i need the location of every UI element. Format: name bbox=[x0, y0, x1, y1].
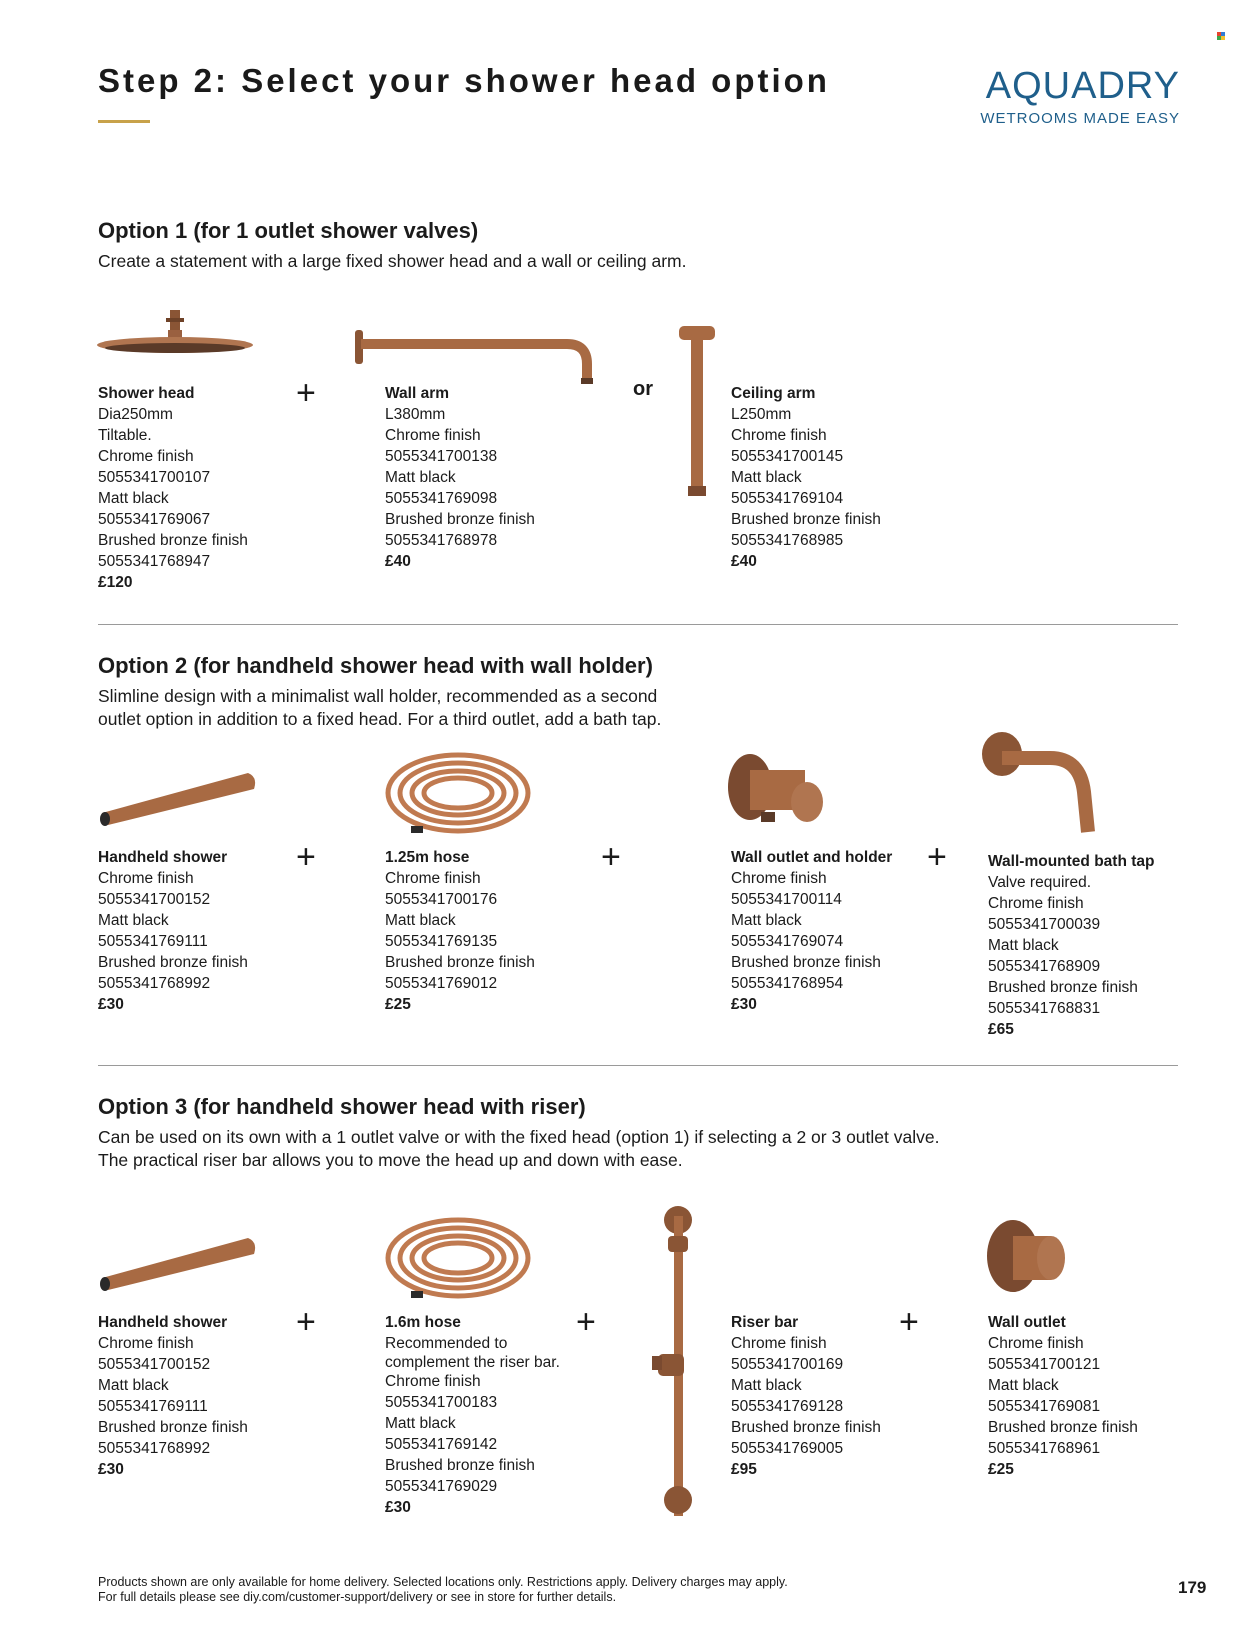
ceiling-arm-image bbox=[677, 326, 717, 506]
option3-heading: Option 3 (for handheld shower head with riser) bbox=[98, 1094, 586, 1119]
handheld-shower-image bbox=[98, 1230, 258, 1290]
brand-tagline: WETROOMS MADE EASY bbox=[980, 110, 1180, 127]
wall-arm-image bbox=[355, 330, 595, 390]
product-handheld-shower: Handheld shower Chrome finish 5055341700152 Matt black 5055341769111 Brushed bronze finish 5055341768992 £30 bbox=[98, 849, 248, 1013]
product-name: Riser bar bbox=[731, 1314, 799, 1331]
title-underline bbox=[98, 120, 150, 123]
product-wall-outlet-holder: Wall outlet and holder Chrome finish 5055341700114 Matt black 5055341769074 Brushed bronze finish 5055341768954 £30 bbox=[731, 849, 893, 1013]
option1-heading: Option 1 (for 1 outlet shower valves) bbox=[98, 218, 479, 243]
page-title: Step 2: Select your shower head option bbox=[98, 62, 830, 99]
wall-outlet-holder-image bbox=[725, 752, 835, 832]
product-price: £120 bbox=[98, 574, 133, 591]
plus-icon: + bbox=[576, 1303, 596, 1341]
product-price: £30 bbox=[385, 1499, 411, 1516]
product-name: 1.25m hose bbox=[385, 849, 470, 866]
product-name: Shower head bbox=[98, 385, 195, 402]
product-name: 1.6m hose bbox=[385, 1314, 461, 1331]
footer-line1: Products shown are only available for home delivery. Selected locations only. Restrictions apply. Delivery charges may apply. bbox=[98, 1575, 788, 1589]
section-divider bbox=[98, 1065, 1178, 1066]
product-price: £95 bbox=[731, 1461, 757, 1478]
product-riser-bar: Riser bar Chrome finish 5055341700169 Matt black 5055341769128 Brushed bronze finish 5055341769005 £95 bbox=[731, 1314, 881, 1478]
plus-icon: + bbox=[296, 374, 316, 412]
plus-icon: + bbox=[899, 1303, 919, 1341]
product-shower-head: Shower head Dia250mm Tiltable. Chrome finish 5055341700107 Matt black 5055341769067 Brushed bronze finish 5055341768947 £120 bbox=[98, 385, 248, 591]
product-ceiling-arm: Ceiling arm L250mm Chrome finish 5055341700145 Matt black 5055341769104 Brushed bronze finish 5055341768985 £40 bbox=[731, 385, 881, 570]
option2-heading: Option 2 (for handheld shower head with wall holder) bbox=[98, 653, 653, 678]
product-wall-arm: Wall arm L380mm Chrome finish 5055341700138 Matt black 5055341769098 Brushed bronze finish 5055341768978 £40 bbox=[385, 385, 535, 570]
footer-line2: For full details please see diy.com/customer-support/delivery or see in store for further details. bbox=[98, 1590, 617, 1604]
option2-description-line1: Slimline design with a minimalist wall holder, recommended as a second bbox=[98, 686, 658, 706]
option3-description-line1: Can be used on its own with a 1 outlet valve or with the fixed head (option 1) if selecting a 2 or 3 outlet valve. bbox=[98, 1127, 940, 1147]
product-price: £40 bbox=[385, 553, 411, 570]
option1-description: Create a statement with a large fixed shower head and a wall or ceiling arm. bbox=[98, 251, 687, 271]
product-price: £65 bbox=[988, 1021, 1014, 1038]
section-divider bbox=[98, 624, 1178, 625]
brand-name: AQUADRY bbox=[985, 65, 1180, 107]
brand-logo bbox=[970, 66, 1180, 127]
plus-icon: + bbox=[296, 838, 316, 876]
connector-or: or bbox=[633, 378, 653, 400]
shower-head-image bbox=[98, 310, 258, 360]
product-name: Wall-mounted bath tap bbox=[988, 853, 1155, 870]
option2-description-line2: outlet option in addition to a fixed head. For a third outlet, add a bath tap. bbox=[98, 709, 662, 729]
product-price: £25 bbox=[385, 996, 411, 1013]
wall-outlet-image bbox=[985, 1218, 1075, 1298]
hose-image bbox=[383, 748, 533, 843]
product-name: Wall outlet and holder bbox=[731, 849, 893, 866]
plus-icon: + bbox=[927, 838, 947, 876]
product-name: Wall outlet bbox=[988, 1314, 1066, 1331]
product-price: £40 bbox=[731, 553, 757, 570]
product-hose-125: 1.25m hose Chrome finish 5055341700176 Matt black 5055341769135 Brushed bronze finish 5055341769012 £25 bbox=[385, 849, 535, 1013]
option3-description-line2: The practical riser bar allows you to move the head up and down with ease. bbox=[98, 1150, 683, 1170]
riser-bar-image bbox=[652, 1206, 712, 1526]
product-name: Wall arm bbox=[385, 385, 450, 402]
product-name: Handheld shower bbox=[98, 849, 228, 866]
page-number: 179 bbox=[1178, 1578, 1207, 1597]
product-name: Ceiling arm bbox=[731, 385, 816, 402]
product-bath-tap: Wall-mounted bath tap Valve required. Chrome finish 5055341700039 Matt black 5055341768909 Brushed bronze finish 5055341768831 £65 bbox=[988, 853, 1155, 1038]
product-price: £25 bbox=[988, 1461, 1014, 1478]
product-price: £30 bbox=[731, 996, 757, 1013]
product-price: £30 bbox=[98, 996, 124, 1013]
hose-image bbox=[383, 1213, 533, 1308]
product-handheld-shower: Handheld shower Chrome finish 5055341700152 Matt black 5055341769111 Brushed bronze finish 5055341768992 £30 bbox=[98, 1314, 248, 1478]
plus-icon: + bbox=[601, 838, 621, 876]
product-wall-outlet: Wall outlet Chrome finish 5055341700121 Matt black 5055341769081 Brushed bronze finish 5055341768961 £25 bbox=[988, 1314, 1138, 1478]
bath-tap-image bbox=[980, 732, 1100, 842]
retailer-logo-icon bbox=[1217, 32, 1225, 40]
plus-icon: + bbox=[296, 1303, 316, 1341]
product-name: Handheld shower bbox=[98, 1314, 228, 1331]
product-price: £30 bbox=[98, 1461, 124, 1478]
footer-note bbox=[98, 1575, 788, 1605]
product-hose-16: 1.6m hose Recommended to complement the riser bar. Chrome finish 5055341700183 Matt black 5055341769142 Brushed bronze finish 5055341769029 £30 bbox=[385, 1314, 560, 1516]
handheld-shower-image bbox=[98, 765, 258, 825]
